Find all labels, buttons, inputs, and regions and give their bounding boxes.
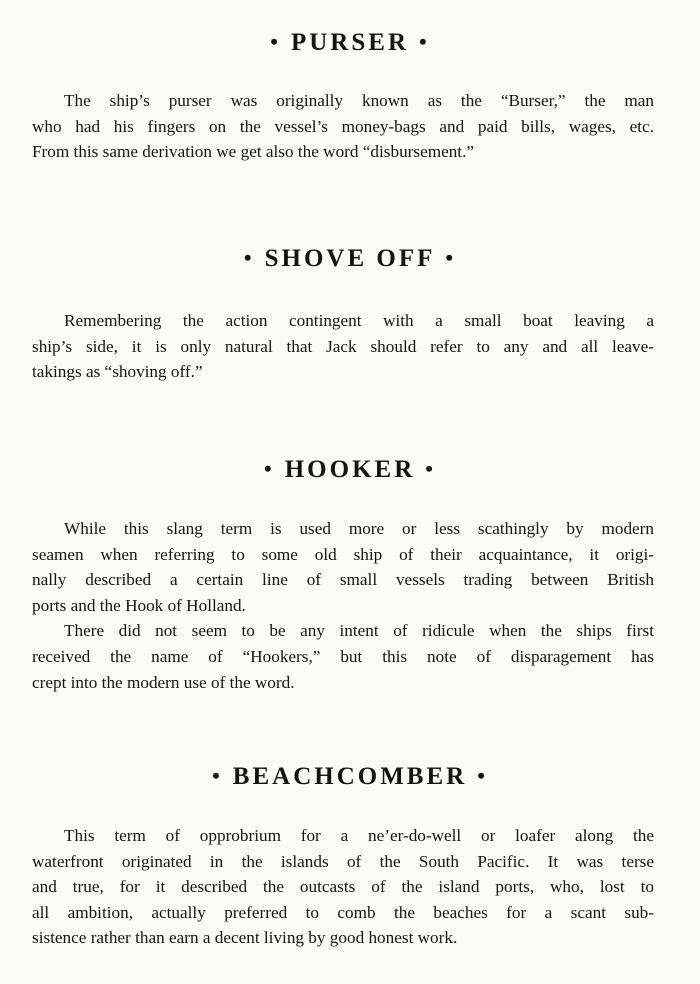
paragraph-purser — [32, 88, 654, 165]
text-line: There did not seem to be any intent of ridicule when the ships first — [64, 621, 654, 641]
bullet-right: • — [419, 29, 430, 54]
text-line: and true, for it described the outcasts of the island ports, who, lost to — [32, 877, 654, 897]
text-line: This term of opprobrium for a ne’er-do-well or loafer along the — [64, 826, 654, 845]
text-line: The ship’s purser was originally known as the “Burser,” the man — [64, 91, 654, 110]
section-purser — [0, 27, 700, 58]
text-line: received the name of “Hookers,” but this note of disparagement has — [32, 646, 654, 666]
text-line: takings as “shoving off.” — [32, 362, 203, 382]
heading-text: SHOVE OFF — [264, 245, 436, 272]
text-line: Remembering the action contingent with a small boat leaving a — [64, 311, 654, 330]
bullet-right: • — [445, 245, 457, 270]
section-heading — [0, 454, 700, 485]
section-heading — [0, 27, 700, 58]
section-beachcomber — [0, 761, 700, 792]
paragraph-hooker — [32, 516, 654, 695]
text-line: waterfront originated in the islands of the South Pacific. It was terse — [32, 851, 654, 871]
bullet-left: • — [243, 245, 255, 270]
text-line: crept into the modern use of the word. — [32, 672, 295, 692]
section-heading — [0, 243, 700, 274]
bullet-left: • — [270, 29, 281, 54]
paragraph-beachcomber — [32, 823, 654, 951]
text-line: ports and the Hook of Holland. — [32, 595, 246, 615]
bullet-left: • — [212, 763, 223, 788]
text-line: sistence rather than earn a decent living by good honest work. — [32, 928, 458, 948]
bullet-right: • — [425, 456, 436, 481]
text-line: all ambition, actually preferred to comb the beaches for a scant sub- — [32, 902, 654, 922]
heading-text: PURSER — [290, 29, 409, 56]
text-line: nally described a certain line of small vessels trading between British — [32, 570, 654, 590]
text-line: ship’s side, it is only natural that Jack should refer to any and all leave- — [32, 336, 654, 356]
text-line: From this same derivation we get also the word “disbursement.” — [32, 142, 474, 162]
section-hooker — [0, 454, 700, 485]
bullet-right: • — [477, 763, 488, 788]
section-shove-off — [0, 243, 700, 274]
heading-text: BEACHCOMBER — [232, 763, 468, 790]
text-line: who had his fingers on the vessel’s money-bags and paid bills, wages, etc. — [32, 116, 654, 136]
text-line: While this slang term is used more or less scathingly by modern — [64, 519, 654, 538]
text-line: seamen when referring to some old ship of their acquaintance, it origi- — [32, 544, 654, 564]
heading-text: HOOKER — [284, 456, 416, 483]
bullet-left: • — [264, 456, 275, 481]
section-heading — [0, 761, 700, 792]
paragraph-shove-off — [32, 308, 654, 385]
